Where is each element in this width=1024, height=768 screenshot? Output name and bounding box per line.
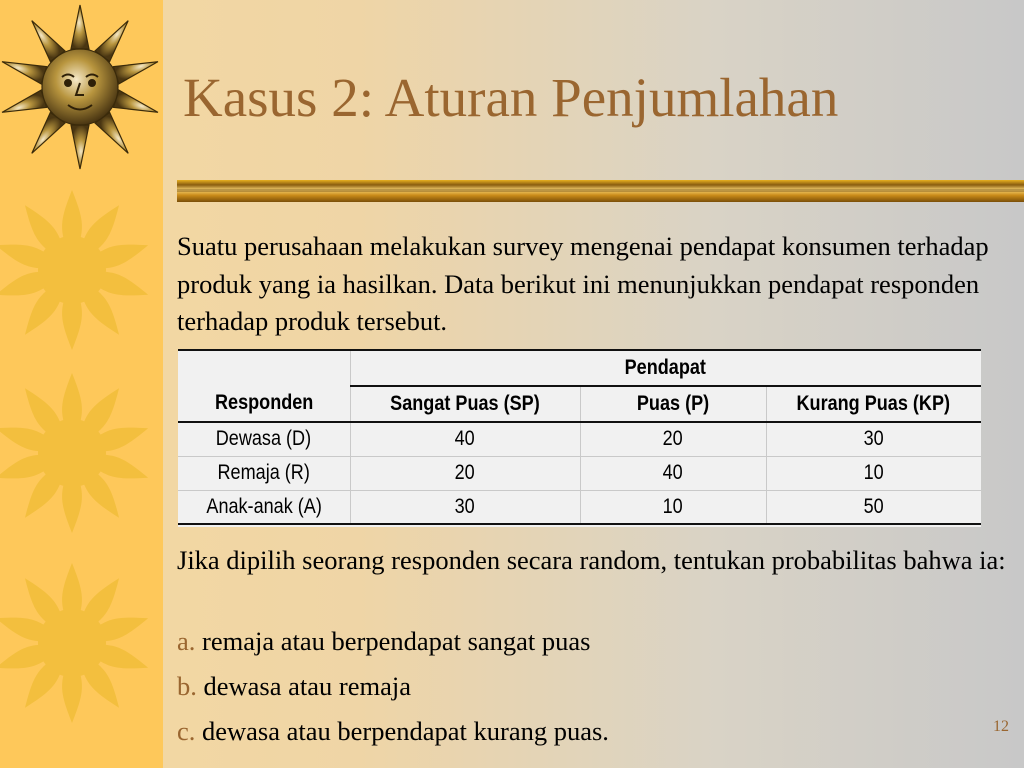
- row-label: Anak-anak (A): [178, 490, 350, 524]
- table-header-row: [178, 350, 981, 386]
- group-header-label: Pendapat: [625, 356, 707, 379]
- title-divider: [177, 180, 1024, 202]
- option-text: dewasa atau berpendapat kurang puas.: [202, 716, 609, 746]
- table-cell: 50: [766, 490, 981, 524]
- column-header: Puas (P): [580, 386, 766, 422]
- row-header-label: Responden: [214, 391, 313, 414]
- sun-face-icon: [0, 0, 163, 170]
- option-item: [177, 716, 609, 747]
- table-row: [178, 422, 981, 456]
- row-label: Remaja (R): [178, 456, 350, 490]
- table-cell: 40: [580, 456, 766, 490]
- sun-icon: [0, 558, 163, 728]
- option-letter: c.: [177, 716, 196, 746]
- table-cell: 40: [350, 422, 580, 456]
- intro-paragraph: Suatu perusahaan melakukan survey mengenai pendapat konsumen terhadap produk yang ia hasilkan. Data berikut ini menunjukkan pendapat responden terhadap produk tersebut.: [177, 231, 989, 336]
- option-item: [177, 626, 591, 657]
- option-item: [177, 671, 411, 702]
- page-number: 12: [993, 718, 1009, 735]
- table-cell: 20: [350, 456, 580, 490]
- column-header: Sangat Puas (SP): [350, 386, 580, 422]
- table-row: [178, 456, 981, 490]
- row-header-cell: [178, 350, 350, 422]
- table-row: [178, 490, 981, 524]
- row-label: Dewasa (D): [178, 422, 350, 456]
- option-text: remaja atau berpendapat sangat puas: [202, 626, 591, 656]
- table-cell: 10: [766, 456, 981, 490]
- table-cell: 30: [766, 422, 981, 456]
- survey-table: [178, 349, 981, 525]
- option-letter: a.: [177, 626, 196, 656]
- column-header: Kurang Puas (KP): [766, 386, 981, 422]
- slide-title: Kasus 2: Aturan Penjumlahan: [183, 67, 839, 128]
- sun-icon: [0, 368, 163, 538]
- sun-icon: [0, 185, 163, 355]
- option-text: dewasa atau remaja: [203, 671, 411, 701]
- group-header-cell: [350, 350, 981, 386]
- question-paragraph: Jika dipilih seorang responden secara random, tentukan probabilitas bahwa ia:: [177, 545, 1006, 575]
- decorative-sidebar: [0, 0, 163, 768]
- option-letter: b.: [177, 671, 197, 701]
- table-cell: 20: [580, 422, 766, 456]
- table-cell: 10: [580, 490, 766, 524]
- table-cell: 30: [350, 490, 580, 524]
